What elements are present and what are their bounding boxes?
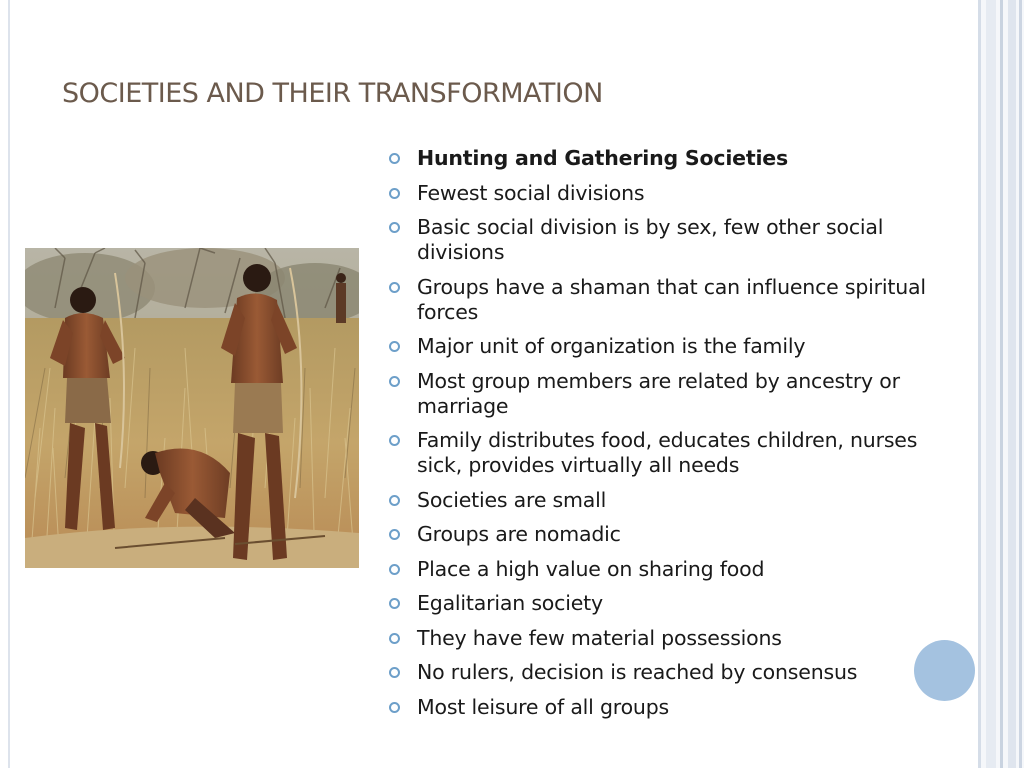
stripe [978, 0, 981, 768]
bullet-text: No rulers, decision is reached by consensus [417, 660, 858, 684]
bullet-circle-icon [389, 341, 400, 352]
list-item [388, 695, 968, 720]
stripe [986, 0, 996, 768]
bullet-text: Egalitarian society [417, 591, 603, 615]
list-item [388, 428, 968, 478]
bullet-circle-icon [389, 188, 400, 199]
list-item [388, 557, 968, 582]
list-item [388, 275, 968, 325]
list-item [388, 591, 968, 616]
bullet-text: Fewest social divisions [417, 180, 645, 205]
bullet-circle-icon [389, 702, 400, 713]
list-item [388, 488, 968, 513]
bullet-circle-icon [389, 633, 400, 644]
stripe [1019, 0, 1022, 768]
bullet-text: Most group members are related by ancestry or marriage [417, 368, 900, 418]
list-item [388, 522, 968, 547]
list-item [388, 626, 968, 651]
accent-circle [914, 640, 975, 701]
photo-hunters-icon [25, 248, 359, 568]
bullet-circle-icon [389, 153, 400, 164]
bullet-circle-icon [389, 598, 400, 609]
right-decorative-stripes [978, 0, 1024, 768]
bullet-text: Most leisure of all groups [417, 694, 670, 719]
bullet-text: Basic social division is by sex, few other social divisions [417, 215, 884, 264]
bullet-circle-icon [389, 529, 400, 540]
left-border-rule [8, 0, 10, 768]
bullet-text: They have few material possessions [417, 625, 782, 650]
bullet-circle-icon [389, 564, 400, 575]
bullet-circle-icon [389, 667, 400, 678]
bullet-circle-icon [389, 495, 400, 506]
bullet-text: Major unit of organization is the family [417, 334, 806, 358]
bullet-text: Place a high value on sharing food [417, 556, 765, 581]
bullet-circle-icon [389, 222, 400, 233]
list-item [388, 215, 968, 265]
slide-title: SOCIETIES AND THEIR TRANSFORMATION [62, 78, 603, 109]
bullet-text: Societies are small [417, 487, 607, 512]
bullet-circle-icon [389, 435, 400, 446]
bullet-list [388, 146, 968, 729]
bullet-text: Groups have a shaman that can influence spiritual forces [417, 274, 926, 324]
list-item [388, 334, 968, 359]
bullet-text: Family distributes food, educates children, nurses sick, provides virtually all needs [417, 428, 918, 477]
list-item [388, 181, 968, 206]
bullet-text: Groups are nomadic [417, 522, 621, 546]
bullet-circle-icon [389, 282, 400, 293]
list-item [388, 146, 968, 171]
bullet-text: Hunting and Gathering Societies [417, 146, 788, 170]
bullet-circle-icon [389, 376, 400, 387]
list-item [388, 369, 968, 419]
stripe [1000, 0, 1003, 768]
stripe [1008, 0, 1016, 768]
list-item [388, 660, 968, 685]
